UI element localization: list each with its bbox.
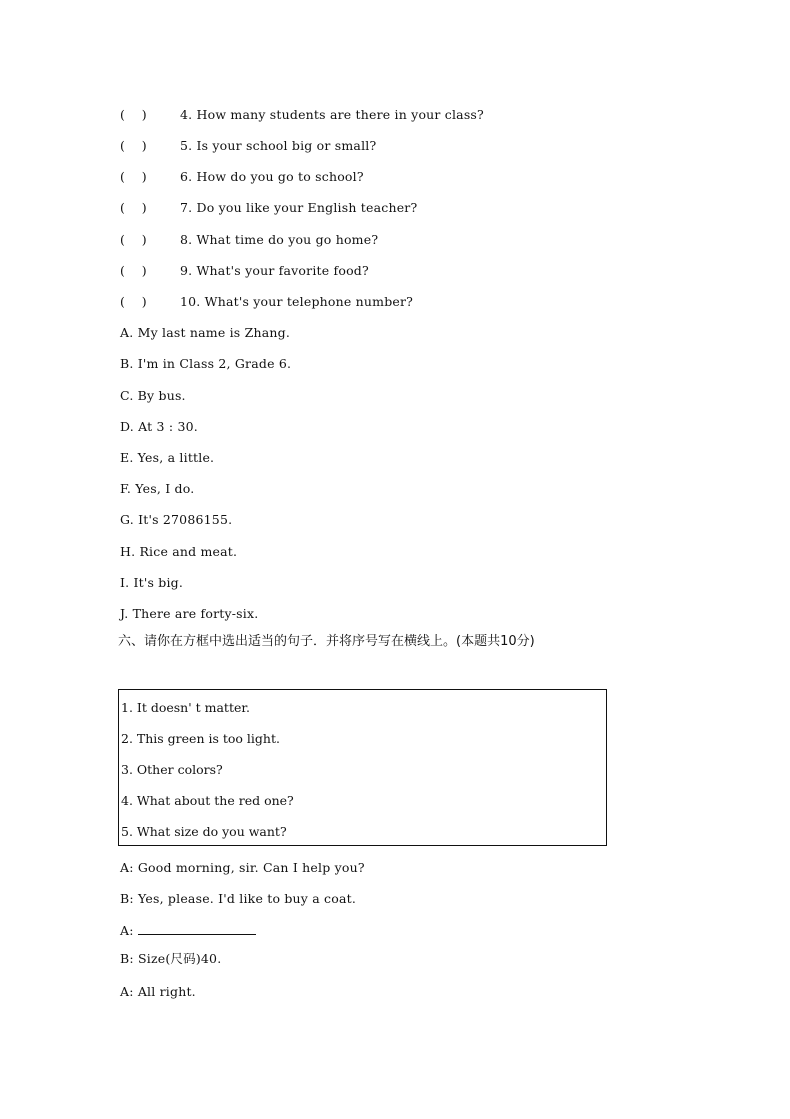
answer-paren: ( ): [120, 200, 147, 215]
answer-paren: ( ): [120, 263, 147, 278]
question-text: 9. What's your favorite food?: [180, 263, 369, 278]
question-10: [120, 294, 413, 310]
answer-paren: ( ): [120, 107, 147, 122]
question-9: [120, 263, 369, 279]
box-option-5: 5. What size do you want?: [121, 824, 287, 839]
answer-paren: ( ): [120, 169, 147, 184]
box-option-4: 4. What about the red one?: [121, 793, 294, 808]
answer-blank[interactable]: [138, 922, 256, 935]
question-6: [120, 169, 364, 185]
answer-option-e: E. Yes, a little.: [120, 450, 215, 465]
question-text: 6. How do you go to school?: [180, 169, 364, 184]
dialogue-line-4: [120, 951, 221, 967]
answer-paren: ( ): [120, 294, 147, 309]
dialogue-text: Size(尺码)40.: [138, 951, 222, 966]
answer-option-f: F. Yes, I do.: [120, 481, 195, 496]
dialogue-line-1: [120, 860, 365, 876]
answer-option-d: D. At 3 : 30.: [120, 419, 198, 434]
dialogue-text: All right.: [137, 984, 196, 999]
question-4: [120, 107, 484, 123]
answer-option-a: A. My last name is Zhang.: [120, 325, 290, 340]
speaker: A:: [120, 984, 134, 999]
question-text: 10. What's your telephone number?: [180, 294, 414, 309]
answer-paren: ( ): [120, 138, 147, 153]
section-6-heading: 六、请你在方框中选出适当的句子．并将序号写在横线上。(本题共10分): [118, 634, 535, 649]
box-option-1: 1. It doesn' t matter.: [121, 700, 250, 715]
box-option-3: 3. Other colors?: [121, 762, 223, 777]
question-7: [120, 200, 417, 216]
question-text: 8. What time do you go home?: [180, 232, 379, 247]
dialogue-text: Yes, please. I'd like to buy a coat.: [138, 891, 357, 906]
dialogue-line-3: [120, 922, 256, 939]
question-text: 5. Is your school big or small?: [180, 138, 377, 153]
question-text: 4. How many students are there in your class?: [180, 107, 484, 122]
box-option-2: 2. This green is too light.: [121, 731, 280, 746]
speaker: A:: [120, 923, 134, 938]
answer-option-c: C. By bus.: [120, 388, 186, 403]
answer-option-i: I. It's big.: [120, 575, 184, 590]
question-text: 7. Do you like your English teacher?: [180, 200, 418, 215]
speaker: A:: [120, 860, 134, 875]
answer-paren: ( ): [120, 232, 147, 247]
speaker: B:: [120, 891, 134, 906]
answer-option-h: H. Rice and meat.: [120, 544, 238, 559]
question-5: [120, 138, 376, 154]
answer-option-j: J. There are forty-six.: [120, 606, 259, 621]
question-8: [120, 232, 378, 248]
options-box: [118, 689, 607, 846]
answer-option-b: B. I'm in Class 2, Grade 6.: [120, 356, 292, 371]
answer-option-g: G. It's 27086155.: [120, 512, 233, 527]
dialogue-line-2: [120, 891, 356, 907]
speaker: B:: [120, 951, 134, 966]
dialogue-line-5: [120, 984, 196, 1000]
dialogue-text: Good morning, sir. Can I help you?: [137, 860, 365, 875]
